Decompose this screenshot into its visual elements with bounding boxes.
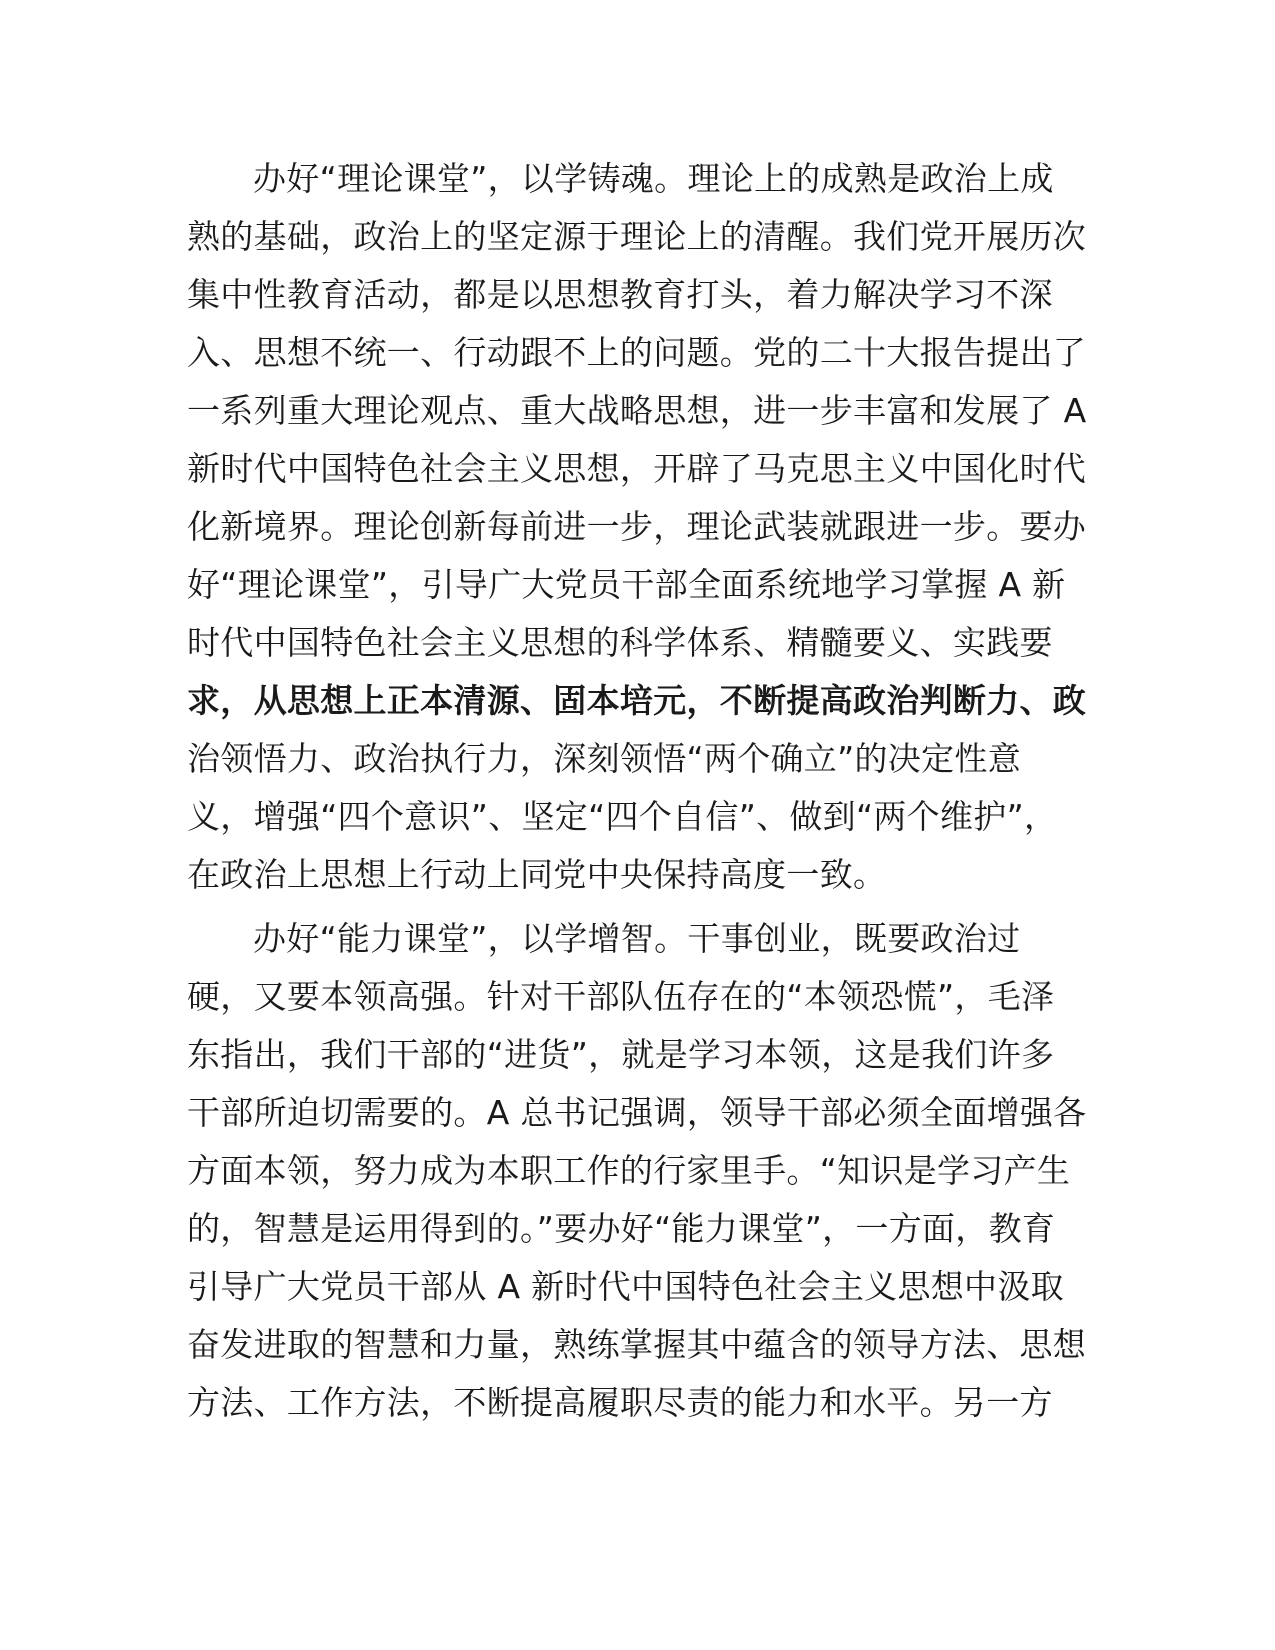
text-line: 集中性教育活动，都是以思想教育打头，着力解决学习不深 (187, 275, 1053, 314)
text-line: 干部所迫切需要的。A 总书记强调，领导干部必须全面增强各 (187, 1093, 1087, 1132)
document-body (187, 150, 1087, 1432)
text-line: 熟的基础，政治上的坚定源于理论上的清醒。我们党开展历次 (187, 217, 1087, 256)
text-line: 入、思想不统一、行动跟不上的问题。党的二十大报告提出了 (187, 333, 1087, 372)
text-line: 奋发进取的智慧和力量，熟练掌握其中蕴含的领导方法、思想 (187, 1325, 1087, 1364)
text-line-bold: 求，从思想上正本清源、固本培元，不断提高政治判断力、政 (187, 681, 1087, 720)
text-line: 办好“理论课堂”，以学铸魂。理论上的成熟是政治上成 (253, 159, 1054, 198)
text-line: 好“理论课堂”，引导广大党员干部全面系统地学习掌握 A 新 (187, 565, 1066, 604)
paragraph-theory-classroom (187, 150, 1087, 904)
text-line: 时代中国特色社会主义思想的科学体系、精髓要义、实践要 (187, 623, 1053, 662)
text-line: 化新境界。理论创新每前进一步，理论武装就跟进一步。要办 (187, 507, 1087, 546)
text-line: 在政治上思想上行动上同党中央保持高度一致。 (187, 855, 887, 894)
text-line: 义，增强“四个意识”、坚定“四个自信”、做到“两个维护”， (187, 797, 1058, 836)
text-line: 硬，又要本领高强。针对干部队伍存在的“本领恐慌”，毛泽 (187, 977, 1055, 1016)
text-line: 办好“能力课堂”，以学增智。干事创业，既要政治过 (253, 919, 1021, 958)
text-line: 方面本领，努力成为本职工作的行家里手。“知识是学习产生 (187, 1151, 1071, 1190)
text-line: 一系列重大理论观点、重大战略思想，进一步丰富和发展了 A (187, 391, 1087, 430)
text-line: 治领悟力、政治执行力，深刻领悟“两个确立”的决定性意 (187, 739, 1021, 778)
text-line: 东指出，我们干部的“进货”，就是学习本领，这是我们许多 (187, 1035, 1055, 1074)
text-line: 方法、工作方法，不断提高履职尽责的能力和水平。另一方 (187, 1383, 1053, 1422)
text-line: 的，智慧是运用得到的。”要办好“能力课堂”，一方面，教育 (187, 1209, 1056, 1248)
paragraph-ability-classroom (187, 910, 1087, 1432)
text-line: 引导广大党员干部从 A 新时代中国特色社会主义思想中汲取 (187, 1267, 1064, 1306)
text-line: 新时代中国特色社会主义思想，开辟了马克思主义中国化时代 (187, 449, 1087, 488)
